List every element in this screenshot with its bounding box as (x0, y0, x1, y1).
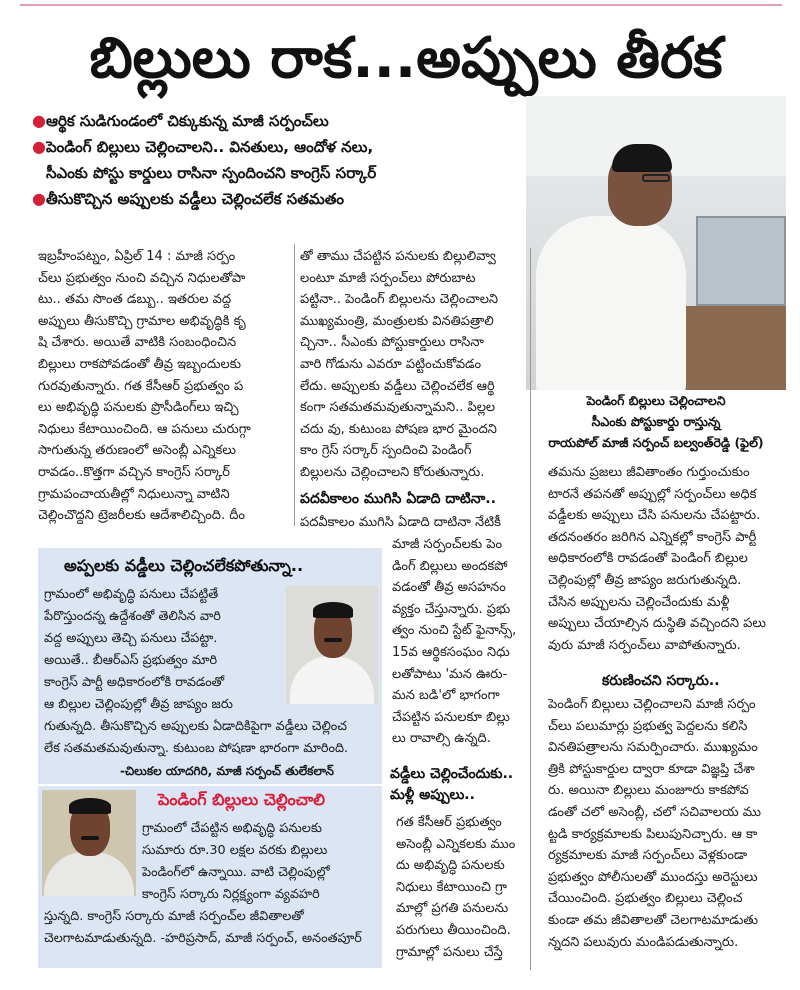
article-column-2: తో తాము చేపట్టిన పనులకు బిల్లులివ్వా లంటూ మాజీ సర్పంచ్‌లు పోరుబాట పట్టినా.. పెండింగ్ బిల్లులను చెల్లించాలని ముఖ్యమంత్రి, మంత్రులకు వినతిపత్రాలి చ్చినా.. సీఎంకు పోస్టుకార్డులు రాసినా వారి గోడును ఎవరూ పట్టించుకోవడం లేదు. అప్పులకు వడ్డీలు చెల్లించలేక ఆర్థి కంగా సతమతమవుతున్నామని.. పిల్లల చదు వు, కుటుంబ పోషణ భార మైందని కాం గ్రెస్ సర్కార్ స్పందించి పెండింగ్ బిల్లులను చెల్లించాలని కోరుతున్నారు. (300, 249, 499, 480)
quote-box-title: పెండింగ్ బిల్లులు చెల్లించాలి (158, 790, 326, 809)
bullet-1 (32, 108, 522, 134)
article-column-2b-side: మాజీ సర్పంచ్‌లకు పెం డింగ్ బిల్లులు అందకపో వడంతో తీవ్ర అసహనం వ్యక్తం చేస్తున్నారు. ప్రభు త్వం నుంచి స్టేట్ ఫైనాన్స్, 15వ ఆర్థికసంఘం నిధు లతోపాటు 'మన ఊరు- మన బడి'లో భాగంగా చేపట్టిన పనులకూ బిల్లు లు రావాల్సి ఉన్నది. (392, 537, 517, 747)
news-photo (526, 96, 786, 390)
bullet-dot-icon: ● (32, 111, 46, 130)
summary-bullets (32, 108, 522, 212)
portrait-hariprasad (42, 790, 136, 896)
article-column-2c: గత కేసీఆర్ ప్రభుత్వం అసెంబ్లీ ఎన్నికలకు ముం దు అభివృద్ధి పనులకు నిధులు కేటాయించి గ్రా మాల్లో ప్రగతి పనులను పరుగులు తీయించింది. గ్రామాల్లో పనులు చేస్తే (396, 815, 516, 960)
article-column-3b: పెండింగ్ బిల్లులు చెల్లించాలని మాజీ సర్పం చ్‌లు పలుమార్లు ప్రభుత్వ పెద్దలను కలిసి వినతిపత్రాలను సమర్పించారు. ముఖ్యమం త్రికి పోస్టుకార్డుల ద్వారా కూడా విజ్ఞప్తి చేశా రు. అయినా బిల్లులు మంజూరు కాకపోవ డంతో చలో అసెంబ్లీ, చలో సచివాలయ ము ట్టడి కార్యక్రమాలకు పిలుపునిచ్చారు. ఆ కా ర్యక్రమాలకు మాజీ సర్పంచ్‌లు వెళ్లకుండా ప్రభుత్వం పోలీసులతో ముందస్తు అరెస్టులు చేయించింది. ప్రభుత్వం బిల్లులు చెల్లించ కుండా తమ జీవితాలతో చెలగాటమాడుతు న్నదని పలువురు మండిపడుతున్నారు. (548, 697, 762, 950)
headline: బిల్లులు రాక...అప్పులు తీరక (89, 26, 723, 91)
bullet-2 (32, 134, 522, 186)
photo-caption: పెండింగ్ బిల్లులు చెల్లించాలని సీఎంకు పోస్టుకార్డు రాస్తున్న రాయపోల్ మాజీ సర్పంచ్ బల్వంత్‌రెడ్డి (ఫైల్) (548, 393, 764, 450)
quote-box-text-wide: స్తున్నది. కాంగ్రెస్ సర్కారు మాజీ సర్పంచ్‌ల జీవితాలతో చెలగాటమాడుతున్నది. -హరిప్రసాద్, మాజీ సర్పంచ్, అనంతపూర్ (44, 909, 362, 946)
bullet-text: సీఎంకు పోస్టు కార్డులు రాసినా స్పందించని కాంగ్రెస్ సర్కార్ (46, 164, 377, 182)
subheading-interest: వడ్డీలు చెల్లించేందుకు.. మళ్లీ అప్పులు.. (390, 766, 514, 803)
subheading-government: కరుణించని సర్కారు.. (602, 673, 720, 689)
portrait-yadagiri (286, 586, 378, 704)
quote-box-text: గ్రామంలో చేపట్టిన అభివృద్ధి పనులకు సుమారు రూ.30 లక్షల వరకు బిల్లులు పెండింగ్‌లో ఉన్నాయి. వాటి చెల్లింపుల్లో కాంగ్రెస్ సర్కారు నిర్లక్ష్యంగా వ్యవహరి (142, 821, 330, 902)
quote-box-signature: -చిలుకల యాదగిరి, మాజీ సర్పంచ్ తులేకలాన్ (120, 764, 334, 778)
bullet-dot-icon: ● (32, 189, 46, 208)
article-column-2b: పదవీకాలం ముగిసి ఏడాది దాటినా నేటికీ (300, 515, 501, 530)
article-column-1: ఇబ్రహీంపట్నం, ఏప్రిల్ 14 : మాజీ సర్పం చ్‌లు ప్రభుత్వం నుంచి వచ్చిన నిధులతోపా టు.. తమ సొంత డబ్బు.. ఇతరుల వద్ద అప్పులు తీసుకొచ్చి గ్రామాల అభివృద్ధికి కృ షి చేశారు. అయితే వాటికి సంబంధించిన బిల్లులు రాకపోవడంతో తీవ్ర ఇబ్బందులకు గురవుతున్నారు. గత కేసీఆర్ ప్రభుత్వం ప లు అభివృద్ధి పనులకు ప్రొసీడింగ్‌లు ఇచ్చి నిధులు కేటాయించింది. ఆ పనులు చురుగ్గా సాగుతున్న తరుణంలో అసెంబ్లీ ఎన్నికలు రావడం..కొత్తగా వచ్చిన కాంగ్రెస్ సర్కార్ గ్రామపంచాయతీల్లో నిధులున్నా వాటిని చెల్లించొద్దని ట్రెజరీలకు ఆదేశాలిచ్చింది. దీం (38, 249, 251, 524)
subheading-tenure: పదవీకాలం ముగిసి ఏడాది దాటినా.. (300, 491, 496, 507)
bullet-dot-icon: ● (32, 137, 46, 156)
bullet-text: ఆర్థిక సుడిగుండంలో చిక్కుకున్న మాజీ సర్పంచ్‌లు (46, 112, 329, 130)
quote-box-title: అప్పలకు వడ్డీలు చెల్లించలేకపోతున్నా.. (64, 556, 304, 575)
bullet-text: పెండింగ్ బిల్లులు చెల్లించాలని.. వినతులు, ఆందోళ నలు, (46, 138, 374, 156)
top-rule (20, 4, 782, 6)
article-column-3: తమను ప్రజలు జీవితాంతం గుర్తుంచుకుం టారనే తపనతో అప్పుల్లో సర్పంచ్‌లు అధిక వడ్డీలకు అప్పులు చేసి పనులను చేపట్టారు. తదనంతరం జరిగిన ఎన్నికల్లో కాంగ్రెస్ పార్టీ అధికారంలోకి రావడంతో పెండింగ్ బిల్లుల చెల్లింపుల్లో తీవ్ర జాప్యం జరుగుతున్నది. చేసిన అప్పులను చెల్లించేందుకు మళ్లీ అప్పులు చేయాల్సిన దుస్థితి వచ్చిందని పలు వురు మాజీ సర్పంచ్‌లు వాపోతున్నారు. (548, 465, 767, 653)
bullet-3 (32, 186, 522, 212)
quote-box-text: గ్రామంలో అభివృద్ధి పనులు చేపట్టితే పేరొస్తుందన్న ఉద్దేశంతో తెలిసిన వారి వద్ద అప్పులు తెచ్చి పనులు చేపట్టా. అయితే.. బీఆర్‌ఎస్ ప్రభుత్వం మారి కాంగ్రెస్ పార్టీ అధికారంలోకి రావడంతో ఆ బిల్లుల చెల్లింపుల్లో తీవ్ర జాప్యం జరు (44, 587, 233, 712)
bullet-text: తీసుకొచ్చిన అప్పులకు వడ్డీలు చెల్లించలేక సతమతం (46, 190, 345, 208)
quote-box-text-wide: గుతున్నది. తీసుకొచ్చిన అప్పులకు ఏడాదికిపైగా వడ్డీలు చెల్లించ లేక సతమతమవుతున్నా. కుటుంబ పోషణా భారంగా మారింది. (44, 719, 349, 756)
